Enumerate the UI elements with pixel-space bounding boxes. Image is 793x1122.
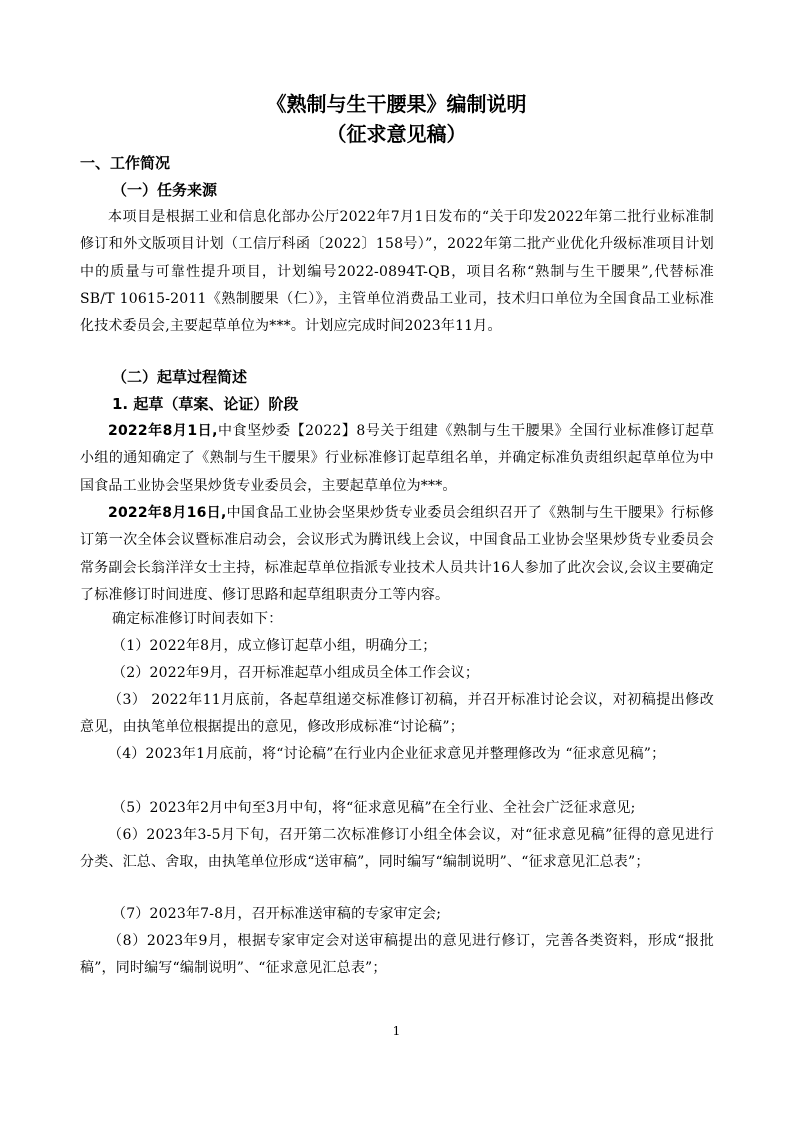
schedule-item-6: （6）2023年3-5月下旬，召开第二次标准修订小组全体会议，对“征求意见稿”征得的意见进行分类、汇总、舍取，由执笔单位形成“送审稿”，同时编写“编制说明”、“征求意见汇总表”； (80, 827, 714, 871)
subsection-heading-drafting-process: （二）起草过程简述 (112, 368, 248, 386)
date-label: 2022年8月1日, (108, 423, 218, 439)
schedule-item-5: （5）2023年2月中旬至3月中旬，将“征求意见稿”在全行业、全社会广泛征求意见; (112, 800, 636, 816)
document-title: 《熟制与生干腰果》编制说明 (266, 92, 527, 116)
date-label: 2022年8月16日, (108, 505, 227, 521)
paragraph-drafting-group (80, 418, 714, 500)
document-subtitle: （征求意见稿） (326, 122, 467, 146)
paragraph-text: 中食坚炒委【2022】8号关于组建《熟制与生干腰果》全国行业标准修订起草小组的通知确定了《熟制与生干腰果》行业标准修订起草组名单，并确定标准负责组织起草单位为中国食品工业协会坚果炒货专业委员会，主要起草单位为***。 (80, 423, 715, 494)
page-number: 1 (392, 1024, 401, 1038)
schedule-item-7: （7）2023年7-8月，召开标准送审稿的专家审定会; (112, 906, 442, 922)
subsection-heading-task-source: （一）任务来源 (112, 181, 218, 199)
schedule-item-2: （2）2022年9月，召开标准起草小组成员全体工作会议； (112, 665, 480, 681)
schedule-item-1: （1）2022年8月，成立修订起草小组，明确分工； (112, 638, 437, 654)
subsection-heading-drafting-stage: 1. 起草（草案、论证）阶段 (112, 395, 299, 413)
schedule-intro: 确定标准修订时间表如下： (112, 611, 283, 627)
schedule-item-8: （8）2023年9月，根据专家审定会对送审稿提出的意见进行修订，完善各类资料，形成“报批稿”，同时编写“编制说明”、“征求意见汇总表”； (80, 933, 714, 977)
paragraph-task-source: 本项目是根据工业和信息化部办公厅2022年7月1日发布的“关于印发2022年第二批行业标准制修订和外文版项目计划（工信厅科函〔2022〕158号）”，2022年第二批产业优化升级标准项目计划中的质量与可靠性提升项目，计划编号2022-0894T-QB，项目名称“熟制与生干腰果”,代替标准SB/T 10615-2011《熟制腰果（仁）》，主管单位消费品工业司，技术归口单位为全国食品工业标准化技术委员会,主要起草单位为***。计划应完成时间2023年11月。 (80, 209, 714, 335)
section-heading-work-overview: 一、工作简况 (80, 154, 171, 172)
schedule-item-3: （3） 2022年11月底前，各起草组递交标准修订初稿，并召开标准讨论会议，对初稿提出修改意见，由执笔单位根据提出的意见，修改形成标准“讨论稿”； (80, 692, 714, 736)
schedule-item-4: （4）2023年1月底前，将“讨论稿”在行业内企业征求意见并整理修改为 “征求意见稿”； (108, 746, 666, 762)
paragraph-text: 中国食品工业协会坚果炒货专业委员会组织召开了《熟制与生干腰果》行标修订第一次全体会议暨标准启动会，会议形式为腾讯线上会议，中国食品工业协会坚果炒货专业委员会常务副会长翁洋洋女士主持，标准起草单位指派专业技术人员共计16人参加了此次会议,会议主要确定了标准修订时间进度、修订思路和起草组职责分工等内容。 (80, 505, 714, 603)
paragraph-kickoff-meeting (80, 500, 714, 609)
